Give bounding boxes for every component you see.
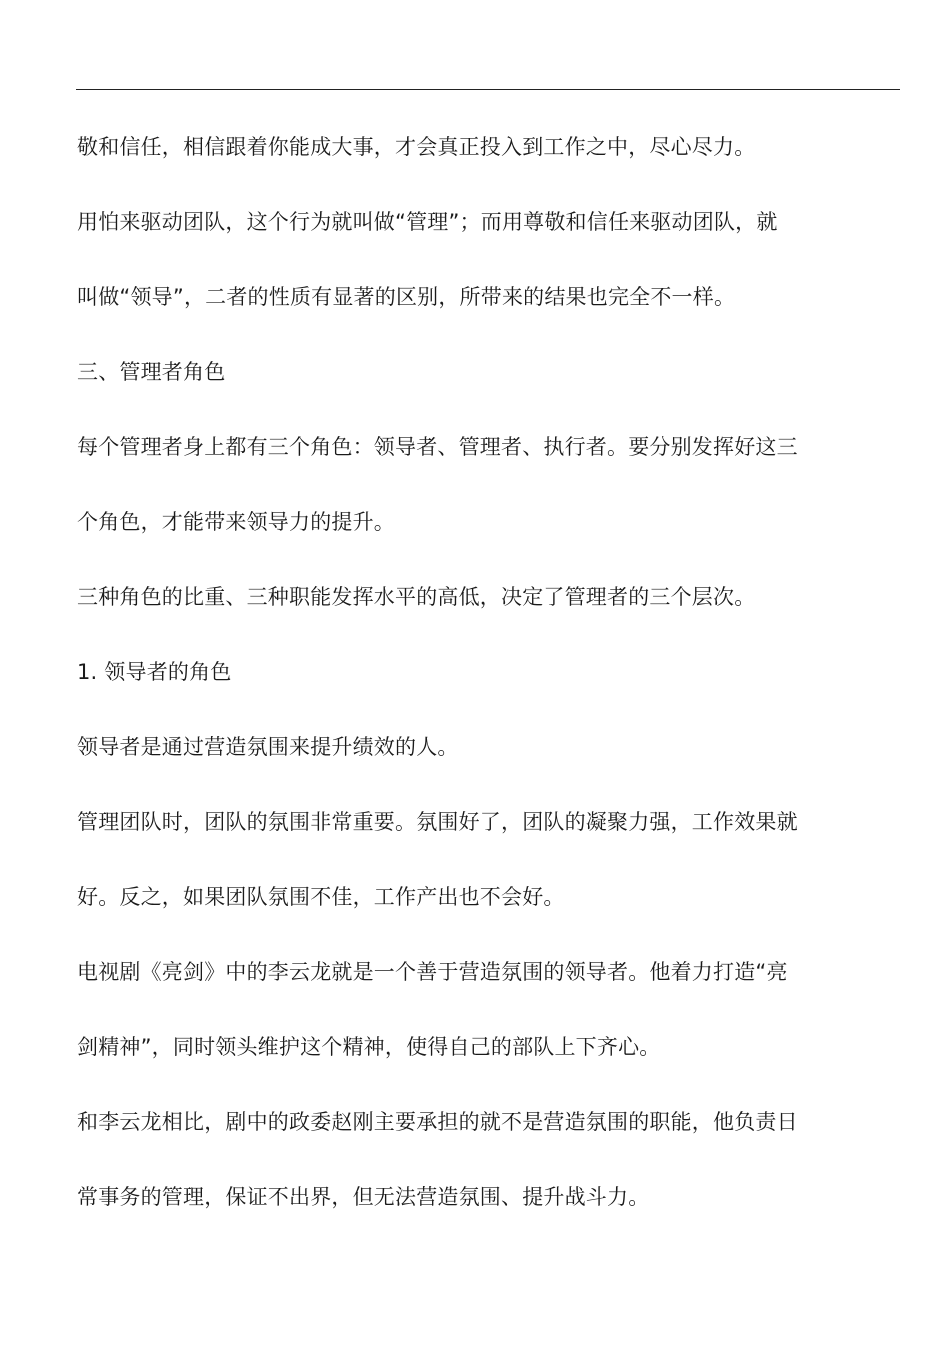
body-text (77, 135, 837, 1209)
text-line: 领导者是通过营造氛围来提升绩效的人。 (77, 735, 459, 759)
text-line: 每个管理者身上都有三个角色：领导者、管理者、执行者。要分别发挥好这三 (77, 435, 798, 459)
text-line: 管理团队时，团队的氛围非常重要。氛围好了，团队的凝聚力强，工作效果就 (77, 810, 798, 834)
subsection-heading: 1. 领导者的角色 (77, 660, 232, 684)
text-line: 常事务的管理，保证不出界，但无法营造氛围、提升战斗力。 (77, 1185, 650, 1209)
text-line: 剑精神”，同时领头维护这个精神，使得自己的部队上下齐心。 (77, 1035, 661, 1059)
header-rule (76, 89, 900, 90)
text-line: 和李云龙相比，剧中的政委赵刚主要承担的就不是营造氛围的职能，他负责日 (77, 1110, 798, 1134)
text-line: 三种角色的比重、三种职能发挥水平的高低，决定了管理者的三个层次。 (77, 585, 756, 609)
text-line: 敬和信任，相信跟着你能成大事，才会真正投入到工作之中，尽心尽力。 (77, 135, 756, 159)
text-line: 电视剧《亮剑》中的李云龙就是一个善于营造氛围的领导者。他着力打造“亮 (77, 960, 788, 984)
text-line: 叫做“领导”，二者的性质有显著的区别，所带来的结果也完全不一样。 (77, 285, 736, 309)
text-line: 用怕来驱动团队，这个行为就叫做“管理”；而用尊敬和信任来驱动团队，就 (77, 210, 778, 234)
section-heading: 三、管理者角色 (77, 360, 226, 384)
text-line: 个角色，才能带来领导力的提升。 (77, 510, 395, 534)
text-line: 好。反之，如果团队氛围不佳，工作产出也不会好。 (77, 885, 565, 909)
